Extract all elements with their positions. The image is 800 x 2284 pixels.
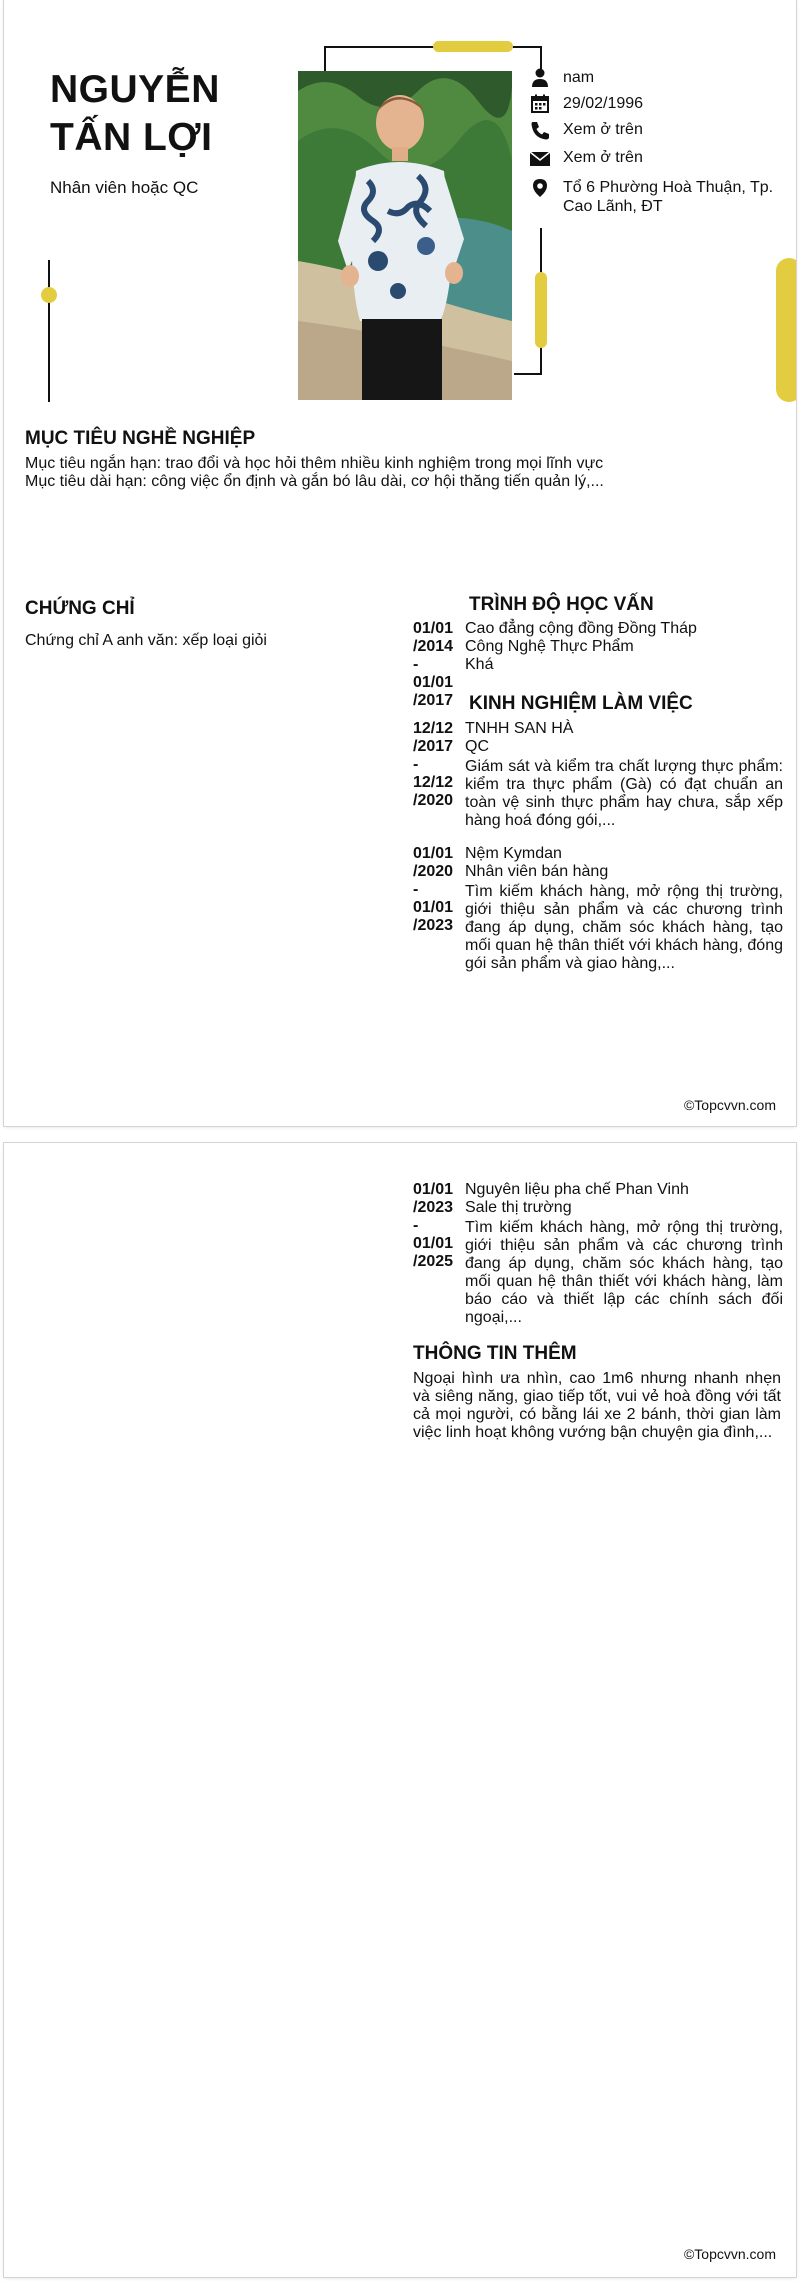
experience-dates: 01/01 /2023 - 01/01 /2025 bbox=[413, 1181, 454, 1270]
education-heading: TRÌNH ĐỘ HỌC VẤN bbox=[469, 594, 654, 615]
experience-position: QC bbox=[465, 738, 489, 755]
location-pin-icon bbox=[529, 178, 551, 198]
contact-address bbox=[529, 178, 773, 216]
experience-position: Sale thị trường bbox=[465, 1199, 572, 1216]
cv-page-2 bbox=[4, 1143, 796, 2277]
contact-address-line1: Tổ 6 Phường Hoà Thuận, Tp. bbox=[563, 179, 774, 196]
experience-position: Nhân viên bán hàng bbox=[465, 863, 609, 880]
envelope-icon bbox=[529, 148, 551, 168]
experience-entry bbox=[413, 845, 783, 973]
experience-description: Tìm kiếm khách hàng, mở rộng thị trường, giới thiệu sản phẩm và các chương trình đang áp dụng, chăm sóc khách hàng, tạo mối quan hệ thân thiết với khách hàng, làm báo cáo và thiết lập các chính sách đối ngoại,... bbox=[465, 1219, 783, 1326]
contact-email bbox=[529, 148, 643, 168]
contact-phone-text: Xem ở trên bbox=[563, 121, 643, 138]
additional-info-heading: THÔNG TIN THÊM bbox=[413, 1343, 577, 1364]
objective-long-term: Mục tiêu dài hạn: công việc ổn định và gắn bó lâu dài, cơ hội thăng tiến quản lý,... bbox=[25, 473, 604, 490]
certificate-item: Chứng chỉ A anh văn: xếp loại giỏi bbox=[25, 632, 267, 649]
experience-dates: 01/01 /2020 - 01/01 /2023 bbox=[413, 845, 454, 934]
experience-entry bbox=[413, 720, 783, 830]
photo-frame-accent-side bbox=[535, 272, 547, 348]
contact-birthday-text: 29/02/1996 bbox=[563, 95, 644, 112]
additional-info-text: Ngoại hình ưa nhìn, cao 1m6 nhưng nhanh nhẹn và siêng năng, giao tiếp tốt, vui vẻ hoà đồng với tất cả mọi người, có bằng lái xe 2 bánh, thời gian làm việc linh hoạt không vướng bận chuyện gia đình,... bbox=[413, 1370, 781, 1441]
contact-email-text: Xem ở trên bbox=[563, 149, 643, 166]
footer-watermark: ©Topcvvn.com bbox=[683, 1097, 776, 1113]
candidate-name-line1: NGUYỄN bbox=[50, 68, 220, 111]
portrait-photo bbox=[298, 71, 512, 400]
contact-address-text bbox=[563, 178, 773, 216]
job-title: Nhân viên hoặc QC bbox=[50, 178, 199, 197]
candidate-name-line2: TẤN LỢI bbox=[50, 116, 213, 159]
certificates-heading: CHỨNG CHỈ bbox=[25, 598, 135, 619]
candidate-name bbox=[50, 66, 220, 162]
phone-icon bbox=[529, 120, 551, 140]
education-dates: 01/01 /2014 - 01/01 /2017 bbox=[413, 620, 454, 709]
left-decor-line bbox=[48, 260, 50, 402]
contact-phone bbox=[529, 120, 643, 140]
calendar-icon bbox=[529, 94, 551, 114]
experience-description: Giám sát và kiểm tra chất lượng thực phẩm: kiểm tra thực phẩm (Gà) có đạt chuẩn an toàn vệ sinh thực phẩm hay chưa, sắp xếp hàng hoá đóng gói,... bbox=[465, 758, 783, 829]
education-major: Công Nghệ Thực Phẩm bbox=[465, 638, 634, 655]
education-school: Cao đẳng cộng đồng Đồng Tháp bbox=[465, 620, 697, 637]
experience-company: Nguyên liệu pha chế Phan Vinh bbox=[465, 1181, 689, 1198]
contact-gender-text: nam bbox=[563, 69, 595, 86]
cv-page-1 bbox=[4, 0, 796, 1126]
footer-watermark: ©Topcvvn.com bbox=[683, 2246, 776, 2262]
experience-dates: 12/12 /2017 - 12/12 /2020 bbox=[413, 720, 454, 809]
experience-entry bbox=[413, 1181, 783, 1327]
photo-frame-left bbox=[324, 46, 326, 72]
education-grade: Khá bbox=[465, 656, 494, 673]
contact-gender bbox=[529, 68, 594, 88]
experience-description: Tìm kiếm khách hàng, mở rộng thị trường, giới thiệu sản phẩm và các chương trình đang áp dụng, chăm sóc khách hàng, tạo mối quan hệ thân thiết với khách hàng, đóng gói sản phẩm và giao hàng,... bbox=[465, 883, 783, 972]
photo-frame-bottom bbox=[514, 373, 542, 375]
objective-heading: MỤC TIÊU NGHỀ NGHIỆP bbox=[25, 428, 256, 449]
experience-heading: KINH NGHIỆM LÀM VIỆC bbox=[469, 693, 693, 714]
contact-address-line2: Cao Lãnh, ĐT bbox=[563, 198, 663, 215]
contact-birthday bbox=[529, 94, 643, 114]
objective-short-term: Mục tiêu ngắn hạn: trao đổi và học hỏi thêm nhiều kinh nghiệm trong mọi lĩnh vực bbox=[25, 455, 604, 472]
right-edge-accent bbox=[776, 258, 796, 402]
photo-frame-accent-top bbox=[433, 41, 513, 52]
person-icon bbox=[529, 68, 551, 88]
left-decor-dot bbox=[41, 287, 57, 303]
experience-company: TNHH SAN HÀ bbox=[465, 720, 574, 737]
experience-company: Nệm Kymdan bbox=[465, 845, 562, 862]
